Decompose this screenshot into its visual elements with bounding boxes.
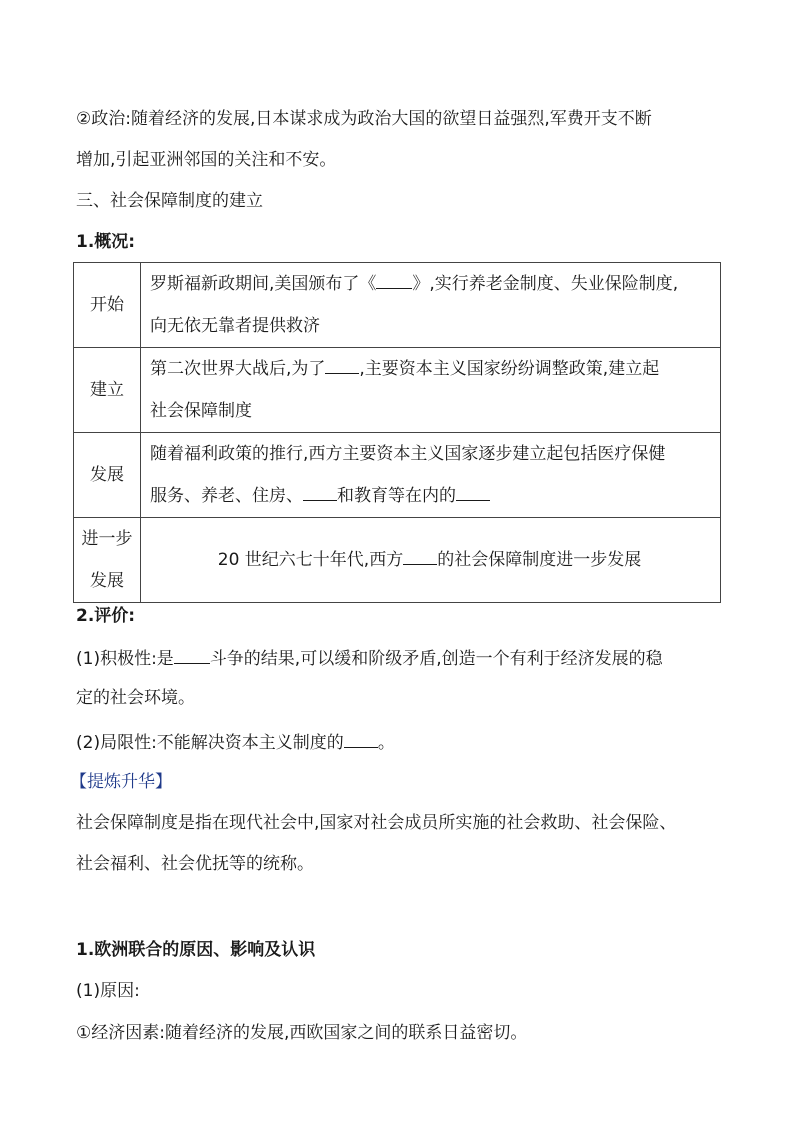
fill-blank[interactable] [376,270,412,289]
table-row-establish [74,348,721,433]
table-row-start [74,263,721,348]
politics-line-1: ②政治:随着经济的发展,日本谋求成为政治大国的欲望日益强烈,军费开支不断 [76,109,652,129]
row-label-develop: 发展 [74,433,141,518]
row-content-establish [141,348,721,433]
row-content-develop [141,433,721,518]
row-label-further [74,518,141,603]
eu-heading: 1.欧洲联合的原因、影响及认识 [76,940,316,960]
evaluation-limitation [76,729,395,753]
eu-economic-factor: ①经济因素:随着经济的发展,西欧国家之间的联系日益密切。 [76,1023,528,1043]
refine-line-2: 社会福利、社会优抚等的统称。 [76,854,314,874]
row-start-line-1 [150,263,718,305]
row-develop-text-pre: 服务、养老、住房、 [150,486,303,506]
refine-heading: 【提炼升华】 [70,772,172,792]
row-further-text-post: 的社会保障制度进一步发展 [437,550,642,570]
evaluation-positive-line-2: 定的社会环境。 [76,688,195,708]
row-establish-text-post: ,主要资本主义国家纷纷调整政策,建立起 [359,359,660,379]
overview-heading: 1.概况: [76,232,136,252]
row-label-establish: 建立 [74,348,141,433]
limitation-text-pre: (2)局限性:不能解决资本主义制度的 [76,733,344,753]
row-further-text-pre: 20 世纪六七十年代,西方 [217,550,404,570]
positive-text-post: 斗争的结果,可以缓和阶级矛盾,创造一个有利于经济发展的稳 [209,649,663,669]
row-label-start: 开始 [74,263,141,348]
limitation-text-post: 。 [377,733,395,753]
row-content-further [141,518,721,603]
row-establish-text-pre: 第二次世界大战后,为了 [150,359,326,379]
row-establish-line-1 [150,348,718,390]
row-label-further-line-2: 发展 [90,571,124,591]
fill-blank[interactable] [456,482,490,501]
row-start-line-2: 向无依无靠者提供救济 [150,316,320,336]
row-label-further-line-1: 进一步 [81,529,133,549]
row-content-start [141,263,721,348]
eu-cause-heading: (1)原因: [76,981,140,1001]
row-establish-line-2: 社会保障制度 [150,401,252,421]
row-develop-text-mid: 和教育等在内的 [337,486,456,506]
positive-text-pre: (1)积极性:是 [76,649,174,669]
evaluation-positive-line-1 [76,645,663,669]
refine-line-1: 社会保障制度是指在现代社会中,国家对社会成员所实施的社会救助、社会保险、 [76,813,677,833]
evaluation-heading: 2.评价: [76,606,136,626]
row-start-text-pre: 罗斯福新政期间,美国颁布了《 [150,274,377,294]
fill-blank[interactable] [303,482,337,501]
section-three-heading: 三、社会保障制度的建立 [76,191,263,211]
row-develop-line-2 [150,475,718,517]
fill-blank[interactable] [174,645,210,664]
social-security-table [73,262,721,603]
row-develop-line-1: 随着福利政策的推行,西方主要资本主义国家逐步建立起包括医疗保健 [150,444,666,464]
table-row-develop [74,433,721,518]
politics-line-2: 增加,引起亚洲邻国的关注和不安。 [76,150,337,170]
table-row-further [74,518,721,603]
fill-blank[interactable] [325,355,359,374]
fill-blank[interactable] [344,729,378,748]
row-start-text-post: 》,实行养老金制度、失业保险制度, [412,274,679,294]
fill-blank[interactable] [403,546,437,565]
